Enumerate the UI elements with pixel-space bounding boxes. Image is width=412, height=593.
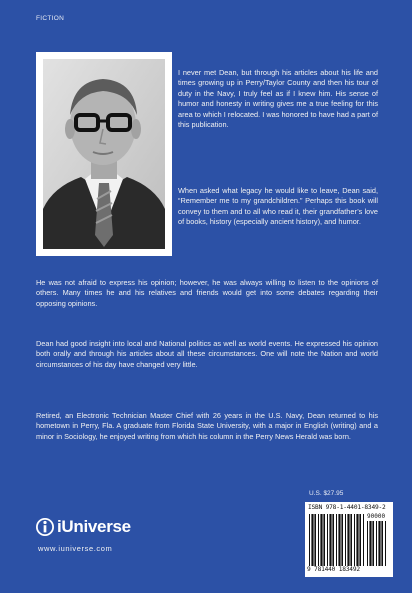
- barcode-bar: [329, 514, 331, 566]
- barcode-bar: [332, 514, 334, 566]
- barcode-bar: [359, 514, 361, 566]
- barcode-bar: [336, 514, 337, 566]
- barcode-bar: [314, 514, 316, 566]
- barcode-bar: [369, 521, 371, 566]
- barcode-bar: [347, 514, 349, 566]
- publisher-url: www.iuniverse.com: [38, 544, 113, 553]
- barcode: [305, 502, 393, 577]
- barcode-bar: [320, 514, 322, 566]
- author-portrait-image: [43, 59, 165, 249]
- barcode-bar: [363, 514, 364, 566]
- blurb-paragraph-3: He was not afraid to express his opinion; however, he was always willing to listen to the opinions of others. Many times he and his relatives and friends would get into some debates regarding their opposing opinions.: [36, 278, 378, 308]
- blurb-paragraph-4: Dean had good insight into local and National politics as well as world events. He expressed his opinion both orally and through his articles about all these circumstances. One will note the Nation and world circumstances of his day have changed very little.: [36, 339, 378, 369]
- barcode-bar: [367, 521, 368, 566]
- ean-digits: 9 781440 183492: [307, 566, 360, 573]
- barcode-bar: [378, 521, 380, 566]
- barcode-bar: [350, 514, 352, 566]
- barcode-bar: [309, 514, 310, 566]
- barcode-bar: [345, 514, 346, 566]
- publisher-logo: [36, 517, 131, 537]
- genre-label: FICTION: [36, 15, 65, 22]
- publisher-name: iUniverse: [57, 517, 131, 536]
- barcode-bar: [356, 514, 358, 566]
- isbn-text: ISBN 978-1-4401-8349-2: [308, 504, 386, 511]
- barcode-bar: [385, 521, 386, 566]
- barcode-bar: [311, 514, 313, 566]
- barcode-bar: [327, 514, 328, 566]
- barcode-bar: [341, 514, 343, 566]
- blurb-paragraph-1: I never met Dean, but through his articles about his life and times growing up in Perry/Taylor County and then his tour of duty in the Navy, I truly feel as if I knew him. His sense of humor and honesty in writing gives me a true feeling for this area to which I relocated. I was honored to have had a part of this publication.: [178, 68, 378, 130]
- author-photo: [36, 52, 172, 256]
- barcode-bar: [376, 521, 377, 566]
- barcode-bar: [323, 514, 325, 566]
- barcode-bar: [318, 514, 319, 566]
- barcode-addon-digits: 90000: [367, 513, 386, 520]
- ean-barcode-bars: [309, 514, 365, 566]
- addon-barcode-bars: [367, 521, 389, 566]
- blurb-paragraph-2: When asked what legacy he would like to leave, Dean said, “Remember me to my grandchildren.” Perhaps this book will convey to them and to all who read it, their grandfather’s love of books, history (especially ancient history), and humor.: [178, 186, 378, 227]
- iuniverse-logo-icon: [36, 518, 54, 536]
- price-label: U.S. $27.95: [309, 490, 344, 497]
- barcode-bar: [372, 521, 374, 566]
- barcode-bar: [354, 514, 355, 566]
- blurb-paragraph-5: Retired, an Electronic Technician Master Chief with 26 years in the U.S. Navy, Dean returned to his hometown in Perry, Fla. A graduate from Florida State University, with a major in English (writing) and a minor in Sociology, he enjoyed writing from which his column in the Perry News Herald was born.: [36, 411, 378, 441]
- barcode-bar: [381, 521, 383, 566]
- barcode-bar: [338, 514, 340, 566]
